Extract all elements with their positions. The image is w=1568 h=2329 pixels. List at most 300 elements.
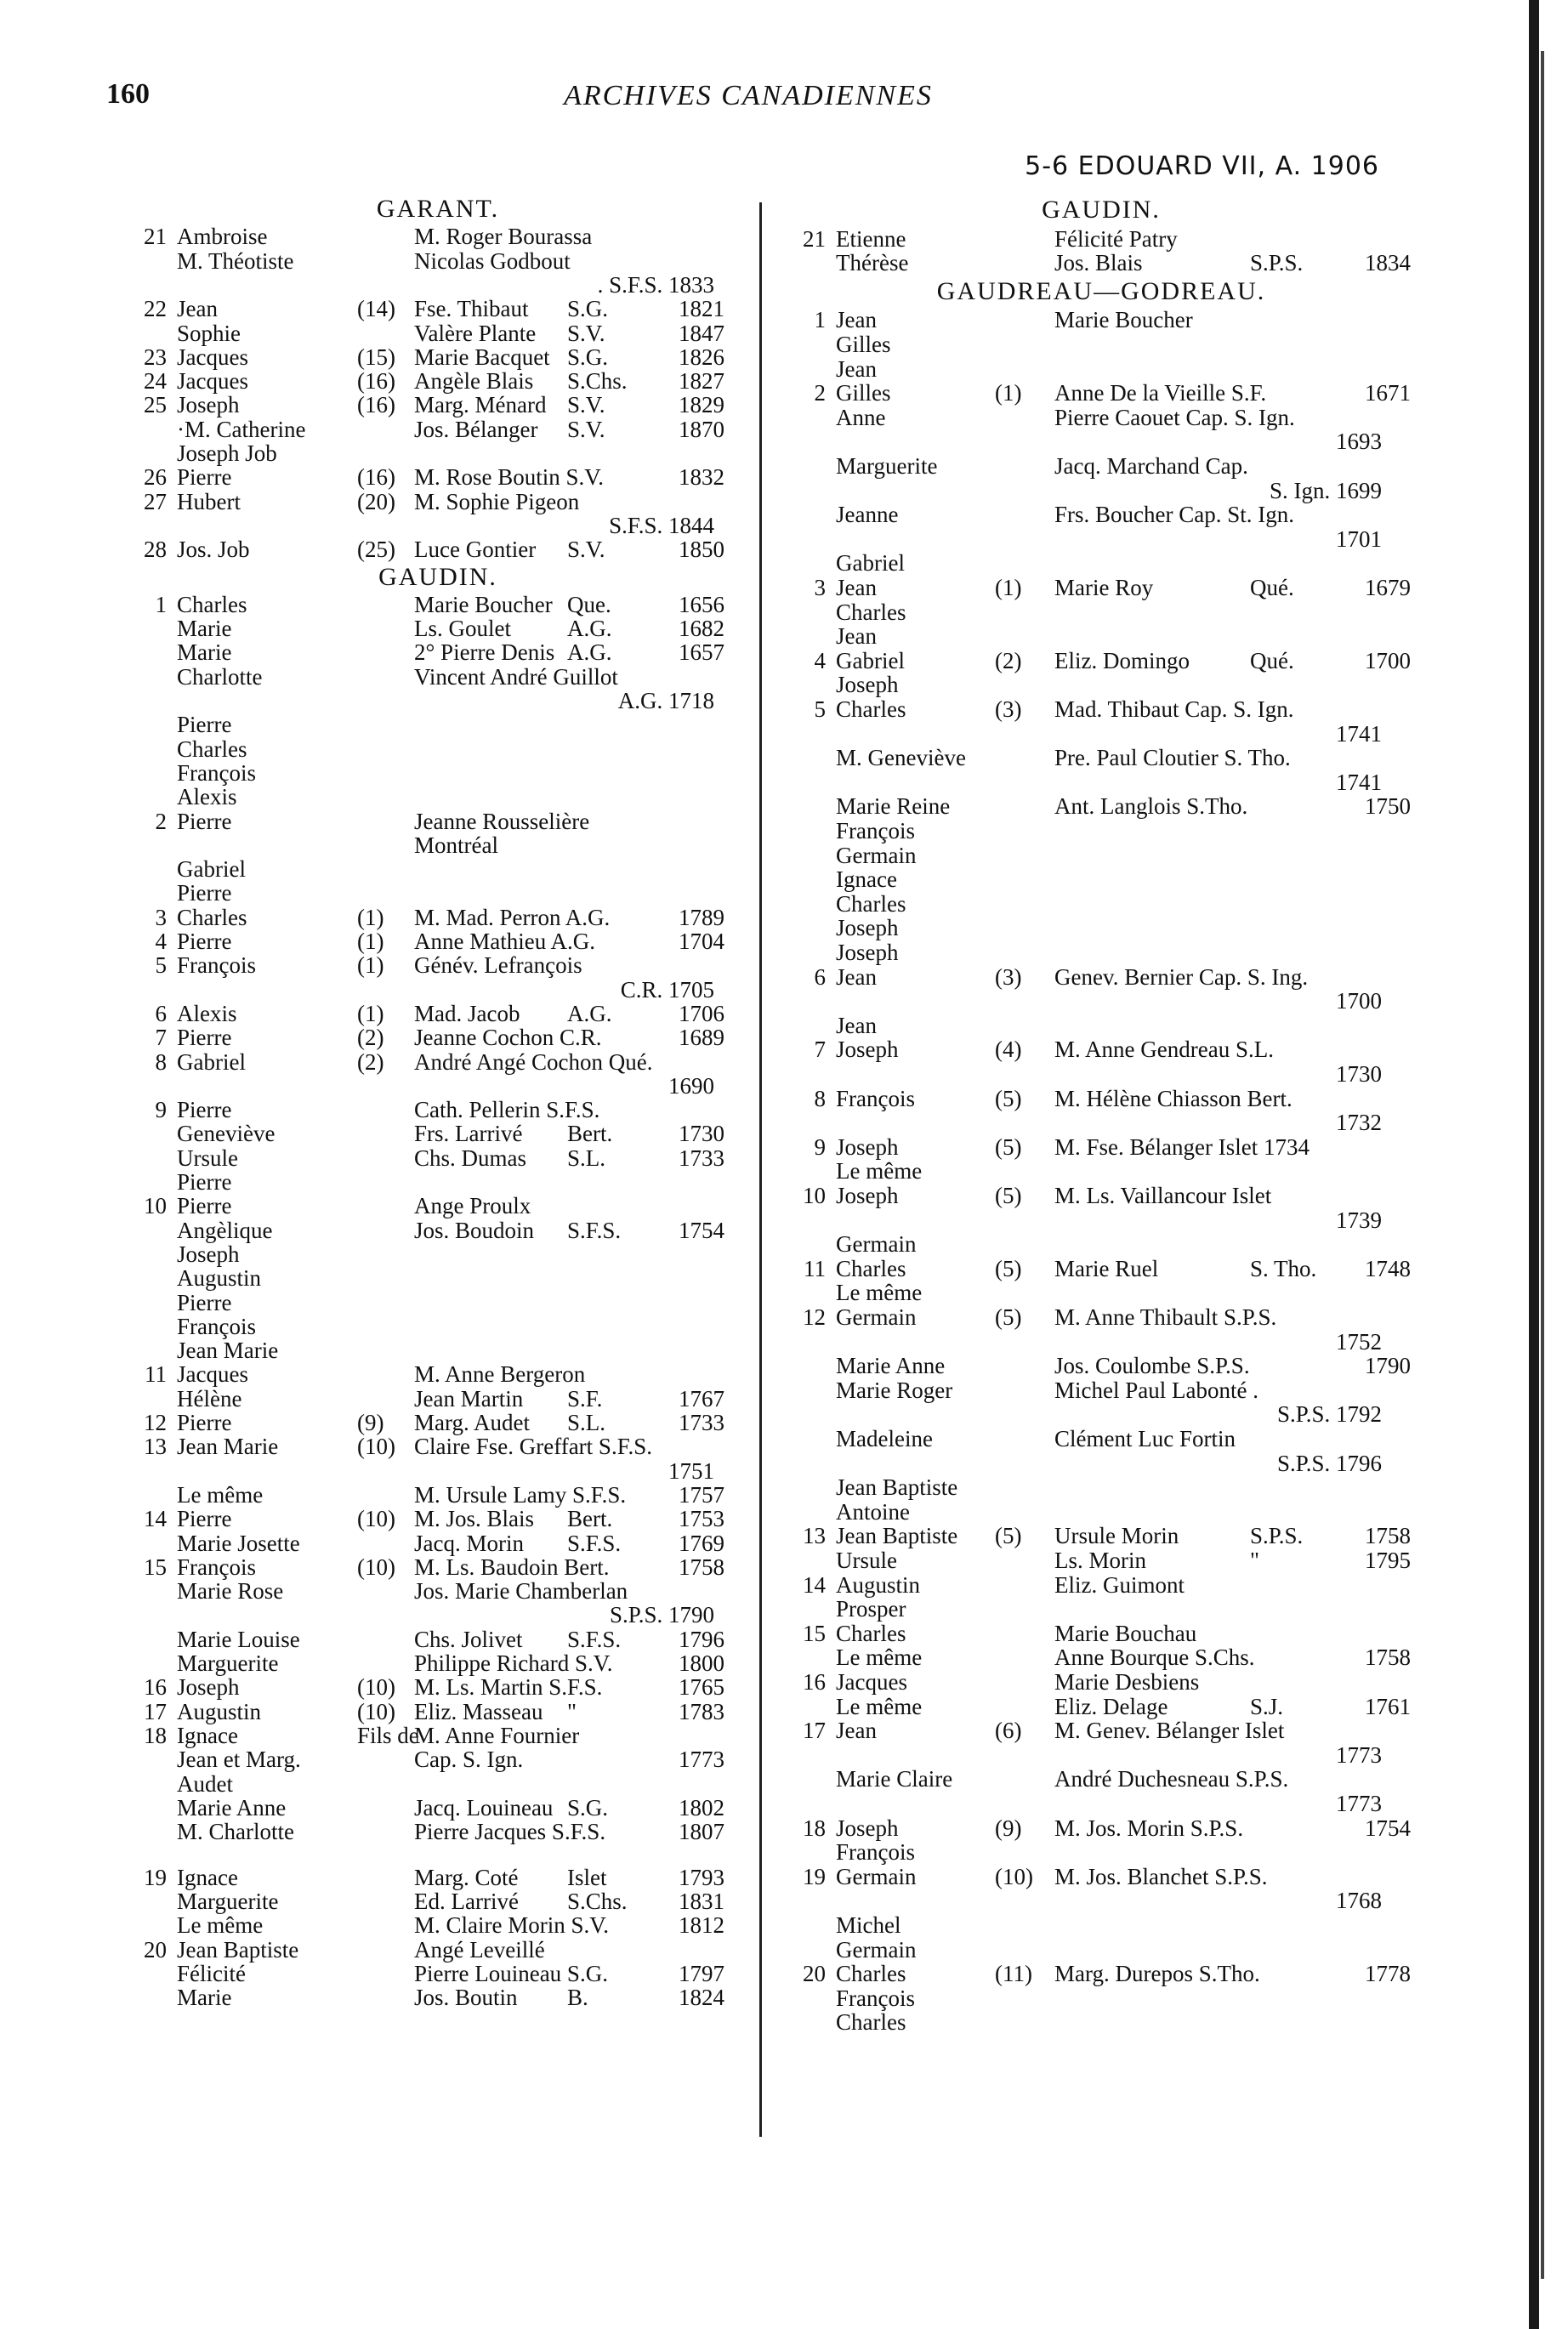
parish: S.V.	[567, 537, 605, 563]
spouse: M. Anne Gendreau S.L.	[1054, 1037, 1274, 1063]
person-name: Marie Claire	[836, 1766, 953, 1792]
genealogy-entry	[787, 503, 1416, 526]
parent-reference: (10)	[357, 1506, 395, 1532]
genealogy-entry	[128, 1218, 748, 1242]
spouse: Philippe Richard S.V.	[414, 1650, 613, 1676]
genealogy-entry	[128, 1938, 748, 1962]
genealogy-entry	[128, 929, 748, 953]
genealogy-entry	[128, 1242, 748, 1266]
parent-reference: (4)	[995, 1037, 1022, 1063]
year: 1824	[679, 1985, 724, 2011]
person-name: Marie	[177, 616, 232, 642]
person-name: Ursule	[836, 1548, 897, 1573]
genealogy-entry	[787, 251, 1416, 275]
year: 1831	[679, 1889, 724, 1915]
spouse: M. Sophie Pigeon	[414, 488, 580, 514]
genealogy-entry	[128, 785, 748, 809]
spouse: Ls. Morin	[1054, 1548, 1146, 1573]
person-name: Gabriel	[177, 1048, 246, 1075]
continuation-text: S.P.S. 1796	[1276, 1450, 1382, 1476]
entry-continuation	[787, 1889, 1416, 1912]
genealogy-entry	[128, 224, 748, 248]
person-name: Joseph	[177, 1674, 240, 1701]
spouse: M. Ls. Martin S.F.S.	[414, 1674, 603, 1701]
spouse: Marie Bouchau	[1054, 1620, 1197, 1646]
genealogy-entry	[787, 1135, 1416, 1159]
parent-reference: (14)	[357, 296, 395, 322]
spouse: Chs. Dumas	[414, 1145, 527, 1171]
person-name: François	[836, 818, 915, 844]
person-name: François	[177, 1313, 256, 1339]
genealogy-entry	[128, 1098, 748, 1122]
genealogy-entry	[787, 940, 1416, 964]
person-name: Jean	[836, 623, 877, 650]
parent-reference: (25)	[357, 537, 395, 563]
year: 1706	[679, 1000, 724, 1026]
genealogy-entry	[787, 1840, 1416, 1864]
genealogy-entry	[787, 1986, 1416, 2010]
person-name: Marie	[177, 639, 232, 666]
person-name: Hélène	[177, 1385, 242, 1412]
parent-reference: (1)	[357, 904, 384, 930]
person-name: Jean Baptiste	[177, 1936, 299, 1963]
genealogy-entry	[128, 857, 748, 881]
person-name: Jacques	[177, 344, 248, 370]
spouse: Jos. Coulombe S.P.S.	[1054, 1353, 1250, 1379]
entry-number: 15	[803, 1620, 826, 1646]
entry-continuation	[787, 1451, 1416, 1475]
genealogy-entry	[787, 697, 1416, 721]
parent-reference: (1)	[995, 380, 1022, 406]
year: 1789	[679, 904, 724, 930]
person-name: Joseph	[836, 1037, 899, 1063]
person-name: Charles	[177, 591, 247, 617]
person-name: Joseph	[836, 1183, 899, 1208]
spouse: Clément Luc Fortin	[1054, 1426, 1236, 1451]
genealogy-entry	[128, 1411, 748, 1434]
person-name: Jean Baptiste	[836, 1474, 958, 1501]
continuation-text: S.P.S. 1790	[609, 1602, 714, 1628]
person-name: Le même	[177, 1481, 264, 1508]
parish: Islet	[567, 1864, 607, 1890]
genealogy-entry	[787, 916, 1416, 940]
continuation-text: 1773	[1336, 1791, 1382, 1816]
entry-number: 10	[144, 1193, 167, 1219]
entry-number: 27	[144, 488, 167, 514]
person-name: Charles	[177, 736, 247, 762]
parent-reference: (10)	[357, 1554, 395, 1580]
year: 1754	[679, 1217, 724, 1243]
year: 1829	[679, 392, 724, 418]
entry-number: 2	[814, 380, 826, 406]
year: 1847	[679, 320, 724, 346]
person-name: Marie Josette	[177, 1530, 300, 1556]
person-name: Pierre	[177, 1289, 232, 1315]
family-heading	[787, 198, 1416, 222]
genealogy-entry	[128, 1434, 748, 1458]
person-name: Madeleine	[836, 1426, 933, 1451]
person-name: Hubert	[177, 488, 241, 514]
spouse: Jos. Boutin	[414, 1985, 518, 2011]
person-name: Germain	[836, 1231, 917, 1258]
parent-reference: (5)	[995, 1133, 1022, 1160]
person-name: Joseph	[836, 1133, 899, 1160]
entry-number: 18	[803, 1815, 826, 1841]
genealogy-entry	[787, 1622, 1416, 1645]
spouse: M. Rose Boutin S.V.	[414, 464, 605, 491]
person-name: Marie	[177, 1985, 232, 2011]
spouse: Marg. Ménard	[414, 392, 547, 418]
person-name: François	[177, 1554, 256, 1580]
person-name: Marie Anne	[177, 1794, 287, 1821]
person-name: Charles	[836, 599, 906, 625]
parish: S.P.S.	[1250, 1523, 1304, 1549]
year: 1832	[679, 464, 724, 491]
entry-number: 11	[145, 1361, 167, 1388]
spouse: Michel Paul Labonté .	[1054, 1377, 1258, 1403]
spouse: Jeanne Cochon C.R.	[414, 1025, 602, 1051]
genealogy-entry	[128, 1170, 748, 1194]
entry-number: 19	[144, 1864, 167, 1890]
person-name: Félicité	[177, 1961, 246, 1987]
genealogy-entry	[128, 953, 748, 977]
genealogy-entry	[787, 1232, 1416, 1256]
person-name: Jean Marie	[177, 1434, 279, 1460]
parish: "	[1250, 1548, 1260, 1573]
person-name: Gabriel	[836, 550, 905, 577]
person-name: Marie Reine	[836, 793, 951, 820]
genealogy-entry	[128, 640, 748, 664]
spouse: Ls. Goulet	[414, 616, 511, 642]
genealogy-entry	[787, 1378, 1416, 1402]
year: 1753	[679, 1506, 724, 1532]
year: 1748	[1365, 1255, 1411, 1281]
parent-reference: (1)	[357, 952, 384, 979]
entry-number: 10	[803, 1183, 826, 1208]
spouse: Marie Bacquet	[414, 344, 550, 370]
entry-number: 20	[803, 1961, 826, 1987]
year: 1778	[1365, 1961, 1411, 1987]
person-name: M. Théotiste	[177, 247, 294, 274]
entry-number: 14	[144, 1506, 167, 1532]
person-name: Gilles	[836, 332, 891, 357]
genealogy-entry	[128, 1315, 748, 1338]
spouse: Cap. S. Ign.	[414, 1747, 524, 1773]
genealogy-entry	[128, 1050, 748, 1074]
genealogy-entry	[787, 1548, 1416, 1572]
person-name: Charles	[836, 1961, 906, 1987]
continuation-text: 1741	[1336, 769, 1382, 795]
genealogy-entry	[787, 892, 1416, 916]
spouse: Vincent André Guillot	[414, 663, 618, 690]
entry-continuation	[787, 1111, 1416, 1134]
person-name: Jacques	[836, 1669, 907, 1695]
spouse: Jacq. Louineau	[414, 1794, 554, 1821]
entry-number: 26	[144, 464, 167, 491]
parish: A.G.	[567, 616, 612, 642]
parish: S.F.S.	[567, 1530, 622, 1556]
parish: S.G.	[567, 344, 609, 370]
column-divider	[759, 202, 762, 2137]
person-name: Germain	[836, 842, 917, 868]
person-name: Marie Rose	[177, 1578, 284, 1605]
person-name: François	[836, 1985, 915, 2011]
genealogy-entry	[787, 600, 1416, 624]
parent-reference: (10)	[357, 1674, 395, 1701]
genealogy-entry	[128, 1913, 748, 1937]
year: 1656	[679, 591, 724, 617]
parent-reference: (20)	[357, 488, 395, 514]
person-name: Germain	[836, 1304, 917, 1330]
spouse: Eliz. Domingo	[1054, 647, 1190, 673]
person-name: Jean	[836, 1718, 877, 1744]
person-name: Jos. Job	[177, 537, 250, 563]
genealogy-entry	[128, 761, 748, 785]
spouse: André Angé Cochon Qué.	[414, 1048, 653, 1075]
genealogy-entry	[787, 576, 1416, 599]
entry-continuation	[787, 1330, 1416, 1354]
continuation-text: 1690	[668, 1072, 714, 1099]
genealogy-entry	[787, 1257, 1416, 1281]
year: 1850	[679, 537, 724, 563]
person-name: Augustin	[836, 1571, 921, 1598]
genealogy-entry	[128, 1194, 748, 1218]
continuation-text: 1751	[668, 1457, 714, 1484]
genealogy-entry	[128, 1747, 748, 1771]
year: 1758	[1365, 1645, 1411, 1671]
genealogy-entry	[128, 713, 748, 736]
parish: S.Chs.	[567, 1889, 628, 1915]
family-heading-text: GARANT.	[376, 195, 500, 223]
person-name: Ignace	[177, 1722, 238, 1748]
continuation-text: 1752	[1336, 1328, 1382, 1355]
person-name: Jacques	[177, 368, 248, 395]
spouse: Jos. Boudoin	[414, 1217, 535, 1243]
genealogy-entry	[128, 1820, 748, 1843]
genealogy-entry	[787, 1184, 1416, 1207]
spouse: Marie Boucher	[1054, 307, 1193, 333]
parent-reference: (1)	[357, 929, 384, 954]
parish: "	[567, 1698, 577, 1724]
person-name: Marie Roger	[836, 1377, 953, 1403]
person-name: Germain	[836, 1863, 917, 1889]
person-name: Thérèse	[836, 250, 909, 276]
person-name: Jean	[836, 355, 877, 382]
genealogy-entry	[787, 1475, 1416, 1499]
entry-number: 12	[144, 1410, 167, 1435]
spouse: Marie Roy	[1054, 575, 1154, 600]
entry-number: 14	[803, 1571, 826, 1598]
year: 1802	[679, 1794, 724, 1821]
continuation-text: . S.F.S. 1833	[597, 271, 714, 298]
person-name: Joseph	[836, 915, 899, 941]
genealogy-entry	[787, 819, 1416, 843]
genealogy-entry	[787, 1037, 1416, 1061]
entry-number: 8	[155, 1048, 167, 1075]
entry-number: 16	[803, 1669, 826, 1695]
genealogy-entry	[128, 881, 748, 905]
parish: S.V.	[567, 392, 605, 418]
year: 1765	[679, 1674, 724, 1701]
genealogy-entry	[128, 1889, 748, 1913]
person-name: Le même	[836, 1158, 923, 1184]
year: 1657	[679, 639, 724, 666]
genealogy-entry	[787, 2010, 1416, 2034]
parent-reference: (6)	[995, 1718, 1022, 1744]
parish: S.G.	[567, 1794, 609, 1821]
person-name: Angèlique	[177, 1217, 273, 1243]
parent-reference: Fils de	[357, 1722, 419, 1748]
spouse: Pierre Louineau S.G.	[414, 1961, 608, 1987]
person-name: Jean et Marg.	[177, 1747, 301, 1773]
parish: A.G.	[567, 639, 612, 666]
genealogy-entry	[787, 1938, 1416, 1962]
year: 1761	[1365, 1693, 1411, 1719]
year: 1773	[679, 1747, 724, 1773]
person-name: Joseph	[177, 392, 240, 418]
parent-reference: (15)	[357, 344, 395, 370]
person-name: Joseph	[836, 940, 899, 965]
person-name: Charles	[836, 696, 906, 722]
spouse: M. Anne Fournier	[414, 1722, 580, 1748]
parish: S.F.S.	[567, 1626, 622, 1652]
entry-number: 7	[814, 1037, 826, 1063]
person-name: Charlotte	[177, 663, 263, 690]
entry-number: 28	[144, 537, 167, 563]
genealogy-entry	[128, 1555, 748, 1579]
genealogy-entry	[787, 454, 1416, 478]
continuation-text: 1701	[1336, 525, 1382, 552]
parish: A.G.	[567, 1000, 612, 1026]
genealogy-entry	[787, 844, 1416, 867]
parish: Bert.	[567, 1506, 613, 1532]
genealogy-entry	[128, 1700, 748, 1724]
person-name: Ignace	[177, 1864, 238, 1890]
entry-number: 22	[144, 296, 167, 322]
year: 1807	[679, 1819, 724, 1845]
parish: S.V.	[567, 320, 605, 346]
person-name: Pierre	[177, 1097, 232, 1123]
genealogy-entry	[787, 1159, 1416, 1183]
entry-number: 21	[144, 224, 167, 250]
spouse: M. Anne Thibault S.P.S.	[1054, 1304, 1277, 1330]
family-heading-text: GAUDREAU—GODREAU.	[936, 276, 1266, 305]
spouse: Jacq. Morin	[414, 1530, 524, 1556]
spouse: Frs. Larrivé	[414, 1121, 523, 1147]
year: 1704	[679, 929, 724, 954]
entry-number: 9	[814, 1133, 826, 1160]
person-name: Pierre	[177, 1169, 232, 1195]
spouse: M. Genev. Bélanger Islet	[1054, 1718, 1285, 1744]
genealogy-entry	[128, 1338, 748, 1362]
entry-continuation	[787, 1062, 1416, 1086]
genealogy-entry	[787, 673, 1416, 696]
person-name: Joseph Job	[177, 440, 277, 466]
year: 1795	[1365, 1548, 1411, 1573]
parent-reference: (2)	[357, 1025, 384, 1051]
person-name: Charles	[836, 1620, 906, 1646]
spouse: Frs. Boucher Cap. St. Ign.	[1054, 502, 1294, 528]
genealogy-entry	[128, 321, 748, 345]
spouse: Marg. Audet	[414, 1410, 530, 1435]
year: 1796	[679, 1626, 724, 1652]
genealogy-entry	[128, 345, 748, 369]
person-name: Ambroise	[177, 224, 268, 250]
spouse: Jean Martin	[414, 1385, 524, 1412]
genealogy-entry	[128, 393, 748, 417]
year: 1797	[679, 1961, 724, 1987]
spouse: Pierre Caouet Cap. S. Ign.	[1054, 404, 1295, 430]
parish: S.F.S.	[567, 1217, 622, 1243]
year: 1812	[679, 1912, 724, 1939]
entry-number: 1	[814, 307, 826, 333]
genealogy-entry	[128, 1002, 748, 1025]
genealogy-entry	[787, 1305, 1416, 1329]
parent-reference: (10)	[995, 1863, 1033, 1889]
spouse: Ange Proulx	[414, 1193, 531, 1219]
genealogy-entry	[787, 332, 1416, 356]
genealogy-entry	[128, 593, 748, 616]
genealogy-entry	[787, 1695, 1416, 1718]
spouse: Anne Mathieu A.G.	[414, 929, 595, 954]
genealogy-entry	[128, 1627, 748, 1651]
continuation-text: 1700	[1336, 988, 1382, 1014]
genealogy-entry	[128, 418, 748, 441]
genealogy-entry	[128, 1772, 748, 1796]
year: 1870	[679, 416, 724, 442]
entry-number: 5	[814, 696, 826, 722]
genealogy-entry	[787, 794, 1416, 818]
continuation-text: C.R. 1705	[620, 976, 714, 1003]
continuation-text: A.G. 1718	[617, 688, 714, 713]
entry-continuation	[787, 1208, 1416, 1232]
genealogy-entry	[787, 965, 1416, 989]
spouse: Pierre Jacques S.F.S.	[414, 1819, 606, 1845]
entry-number: 4	[814, 647, 826, 673]
person-name: Gilles	[836, 380, 891, 406]
person-name: Le même	[177, 1912, 264, 1939]
spouse: 2° Pierre Denis	[414, 639, 555, 666]
entry-number: 19	[803, 1863, 826, 1889]
genealogy-entry	[128, 1985, 748, 2009]
person-name: Joseph	[177, 1241, 240, 1267]
spouse: Claire Fse. Greffart S.F.S.	[414, 1434, 653, 1460]
genealogy-entry	[787, 1014, 1416, 1037]
genealogy-entry	[787, 406, 1416, 429]
genealogy-entry	[128, 1579, 748, 1603]
genealogy-entry	[128, 1866, 748, 1889]
spouse: Marie Ruel	[1054, 1255, 1159, 1281]
parent-reference: (5)	[995, 1085, 1022, 1111]
spouse: André Duchesneau S.P.S.	[1054, 1766, 1289, 1792]
family-heading	[128, 197, 748, 221]
genealogy-entry	[787, 1500, 1416, 1524]
page-number: 160	[106, 78, 150, 110]
person-name: Ignace	[836, 866, 897, 893]
person-name: Jean	[836, 575, 877, 600]
genealogy-entry	[128, 369, 748, 393]
genealogy-entry	[128, 1796, 748, 1820]
parent-reference: (10)	[357, 1698, 395, 1724]
spouse: M. Ls. Baudoin Bert.	[414, 1554, 610, 1580]
spouse: Marie Boucher	[414, 591, 553, 617]
continuation-text: S. Ign. 1699	[1269, 477, 1382, 503]
entry-number: 18	[144, 1722, 167, 1748]
spouse: Chs. Jolivet	[414, 1626, 523, 1652]
spouse: Anne De la Vieille S.F.	[1054, 380, 1267, 406]
genealogy-entry	[787, 1573, 1416, 1597]
entry-continuation	[128, 689, 748, 713]
